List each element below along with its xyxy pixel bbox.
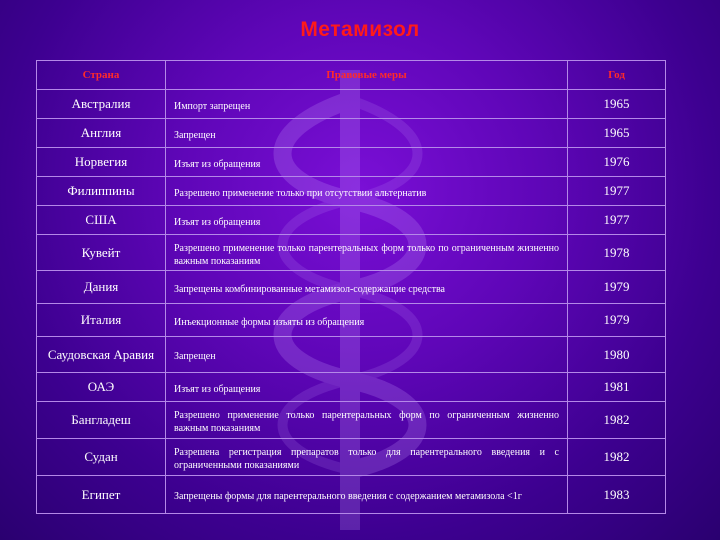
status-cell: Импорт запрещен (166, 90, 568, 119)
country-cell: Австралия (37, 90, 166, 119)
country-cell: Египет (37, 476, 166, 514)
header-country: Страна (37, 61, 166, 90)
page-title: Метамизол (300, 18, 420, 41)
year-cell: 1983 (568, 476, 666, 514)
table-row (37, 90, 666, 119)
year-cell: 1977 (568, 177, 666, 206)
table-row (37, 119, 666, 148)
table-row (37, 402, 666, 439)
table-row (37, 476, 666, 514)
table-row (37, 373, 666, 402)
table-row (37, 235, 666, 271)
regulation-table (36, 60, 666, 514)
table-row (37, 439, 666, 476)
status-cell: Разрешено применение только парентеральных форм только по ограниченным жизненно важным показаниям (166, 235, 568, 271)
country-cell: Норвегия (37, 148, 166, 177)
country-cell: США (37, 206, 166, 235)
country-cell: Италия (37, 304, 166, 337)
year-cell: 1965 (568, 119, 666, 148)
header-status: Правовые меры (166, 61, 568, 90)
year-cell: 1977 (568, 206, 666, 235)
year-cell: 1981 (568, 373, 666, 402)
country-cell: Дания (37, 271, 166, 304)
header-year: Год (568, 61, 666, 90)
status-cell: Запрещены формы для парентерального введения с содержанием метамизола <1г (166, 476, 568, 514)
year-cell: 1979 (568, 304, 666, 337)
table-row (37, 271, 666, 304)
table-row (37, 337, 666, 373)
status-cell: Запрещены комбинированные метамизол-содержащие средства (166, 271, 568, 304)
year-cell: 1982 (568, 439, 666, 476)
status-cell: Разрешено применение только при отсутствии альтернатив (166, 177, 568, 206)
country-cell: Бангладеш (37, 402, 166, 439)
status-cell: Изъят из обращения (166, 373, 568, 402)
status-cell: Инъекционные формы изъяты из обращения (166, 304, 568, 337)
country-cell: ОАЭ (37, 373, 166, 402)
year-cell: 1980 (568, 337, 666, 373)
country-cell: Англия (37, 119, 166, 148)
year-cell: 1978 (568, 235, 666, 271)
table-row (37, 304, 666, 337)
status-cell: Изъят из обращения (166, 206, 568, 235)
table-row (37, 206, 666, 235)
year-cell: 1982 (568, 402, 666, 439)
year-cell: 1979 (568, 271, 666, 304)
status-cell: Разрешено применение только парентеральных форм по ограниченным жизненно важным показаниям (166, 402, 568, 439)
table-header-row (37, 61, 666, 90)
status-cell: Изъят из обращения (166, 148, 568, 177)
status-cell: Запрещен (166, 337, 568, 373)
country-cell: Судан (37, 439, 166, 476)
country-cell: Саудовская Аравия (37, 337, 166, 373)
table-row (37, 177, 666, 206)
status-cell: Запрещен (166, 119, 568, 148)
table-row (37, 148, 666, 177)
country-cell: Кувейт (37, 235, 166, 271)
country-cell: Филиппины (37, 177, 166, 206)
status-cell: Разрешена регистрация препаратов только для парентерального введения и с ограниченными показаниями (166, 439, 568, 476)
year-cell: 1976 (568, 148, 666, 177)
year-cell: 1965 (568, 90, 666, 119)
